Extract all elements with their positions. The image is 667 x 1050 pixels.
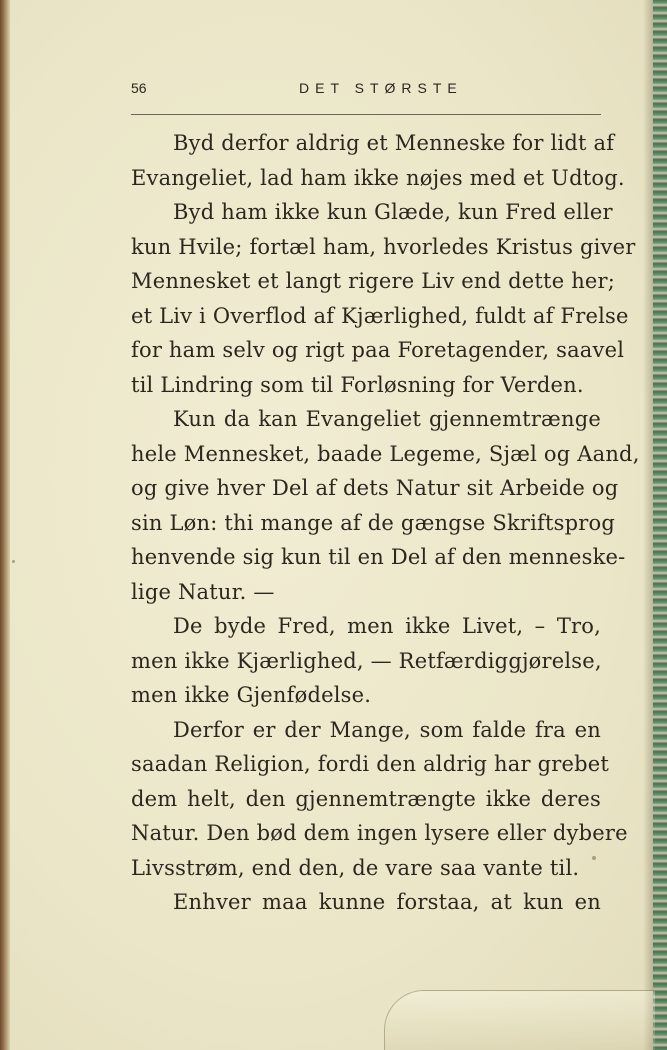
text-line: og give hver Del af dets Natur sit Arbeide og [131, 476, 619, 500]
text-line: Natur. Den bød dem ingen lysere eller dybere [131, 821, 628, 845]
text-line: De byde Fred, men ikke Livet, – Tro, [173, 614, 601, 638]
text-line: Livsstrøm, end den, de vare saa vante til. [131, 855, 580, 880]
body-text [131, 126, 640, 920]
text-line: Evangeliet, lad ham ikke nøjes med et Udtog. [131, 165, 625, 190]
page-stack-edge [653, 0, 667, 1050]
text-line: sin Løn: thi mange af de gængse Skriftsprog [131, 510, 615, 535]
text-line: et Liv i Overflod af Kjærlighed, fuldt af Frelse [131, 303, 629, 328]
text-line: for ham selv og rigt paa Foretagender, saavel [131, 338, 625, 362]
text-line: Derfor er der Mange, som falde fra en [173, 717, 601, 742]
header-rule [131, 114, 601, 115]
running-header [131, 80, 601, 104]
text-line: Byd ham ikke kun Glæde, kun Fred eller [173, 200, 613, 224]
page-shadow [643, 0, 653, 1050]
text-line: Byd derfor aldrig et Menneske for lidt af [173, 131, 615, 155]
text-line: Enhver maa kunne forstaa, at kun en [173, 890, 601, 914]
page-number: 56 [131, 80, 147, 96]
text-line: dem helt, den gjennemtrængte ikke deres [131, 786, 601, 811]
text-line: kun Hvile; fortæl ham, hvorledes Kristus giver [131, 234, 636, 259]
paper-speck [592, 856, 596, 860]
text-line: henvende sig kun til en Del af den menneske- [131, 545, 626, 569]
text-line: Kun da kan Evangeliet gjennemtrænge [173, 407, 601, 431]
text-line: men ikke Kjærlighed, — Retfærdiggjørelse, [131, 648, 602, 673]
text-line: Mennesket et langt rigere Liv end dette her; [131, 269, 616, 293]
text-line: men ikke Gjenfødelse. [131, 683, 372, 707]
text-line: til Lindring som til Forløsning for Verden. [131, 372, 584, 397]
paper-speck [12, 560, 15, 563]
page-curl [384, 990, 655, 1050]
binding-edge [0, 0, 10, 1050]
running-title: DET STØRSTE [299, 80, 463, 96]
text-line: lige Natur. — [131, 579, 275, 604]
text-line: hele Mennesket, baade Legeme, Sjæl og Aand, [131, 441, 640, 466]
text-line: saadan Religion, fordi den aldrig har grebet [131, 752, 610, 776]
